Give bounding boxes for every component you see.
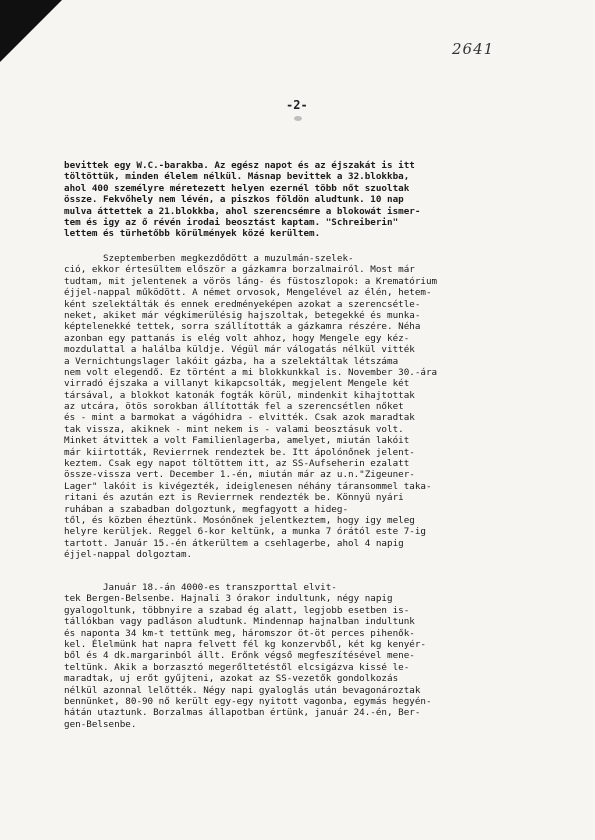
text-line: bevittek egy W.C.-barakba. Az egész napot és az éjszakát is itt (64, 160, 415, 171)
handwritten-archive-number: 2641 (452, 40, 495, 58)
text-line: hátán utaztunk. Borzalmas állapotban értünk, január 24.-én, Ber- (64, 707, 421, 719)
text-line: neket, akiket már végkimerülésig hajszoltak, betegekké és munka- (64, 309, 421, 321)
text-line: össze-vissza vert. December 1.-én, miután már az u.n."Zigeuner- (64, 469, 415, 481)
text-line: az utcára, ötös sorokban állították fel a szerencsétlen nőket (64, 401, 404, 413)
text-line: Lager" lakóit is kivégezték, ideiglenesen néhány táransommel taka- (64, 480, 432, 492)
paragraph-1 (64, 160, 534, 240)
text-line: mulva áttettek a 21.blokkba, ahol szerencsémre a blokowát ismer- (64, 205, 421, 217)
text-line: össze. Fekvőhely nem lévén, a piszkos földön aludtunk. 10 nap (64, 194, 404, 206)
text-line: lettem és türhetőbb körülmények közé kerültem. (64, 228, 321, 240)
text-line: bennünket, 80-90 nő került egy-egy nyitott vagonba, egymás hegyén- (64, 695, 432, 707)
text-line: tek Bergen-Belsenbe. Hajnali 3 órakor indultunk, négy napig (64, 593, 393, 605)
text-line: töltöttük, minden élelem nélkül. Másnap bevittek a 32.blokkba, (64, 171, 410, 183)
text-line: tállókban vagy padláson aludtunk. Mindennap hajnalban indultunk (64, 616, 415, 628)
text-line: ként szelektálták és ennek eredményeképen azokat a szerencsétle- (64, 298, 421, 310)
text-line: maradtak, uj erőt gyűjteni, azokat az SS-vezetők gondolkozás (64, 673, 399, 685)
text-line: teltünk. Akik a borzasztó megerőltetéstől elcsigázva kissé le- (64, 661, 410, 673)
text-line: már kiirtották, Revierrnek rendeztek be. Itt ápolónőnek jelent- (64, 446, 415, 458)
text-line: tartott. Január 15.-én átkerültem a csehlagerbe, ahol 4 napig (64, 537, 404, 549)
text-line: kel. Élelmünk hat napra felvett fél kg konzervből, két kg kenyér- (64, 638, 426, 650)
text-line: gyalogoltunk, többnyire a szabad ég alatt, legjobb esetben is- (64, 604, 410, 616)
text-line: a Vernichtungslager lakóit gázba, ha a szelektáltak létszáma (64, 355, 399, 367)
text-line: mozdulattal a halálba küldje. Végül már válogatás nélkül vitték (64, 344, 415, 356)
paragraph-2 (64, 253, 534, 561)
text-line: virradó éjszaka a villanyt kikapcsolták, megjelent Mengele két (64, 378, 410, 390)
text-line: ahol 400 személyre méretezett helyen ezernél több nőt szuoltak (64, 182, 410, 194)
text-line: Január 18.-án 4000-es transzporttal elvit- (64, 582, 337, 593)
text-line: társával, a blokkot katonák fogták körül, mindenkit kihajtottak (64, 389, 415, 401)
text-line: helyre kerüljek. Reggel 6-kor keltünk, a munka 7 órától este 7-ig (64, 526, 426, 538)
text-line: azonban egy pattanás is elég volt ahhoz, hogy Mengele egy kéz- (64, 332, 410, 344)
text-line: tudtam, mit jelentenek a vörös láng- és füstoszlopok: a Krematórium (64, 275, 438, 287)
text-line: ritani és azután ezt is Revierrnek rendezték be. Könnyü nyári (64, 492, 404, 504)
text-line: keztem. Csak egy napot töltöttem itt, az SS-Aufseherin ezalatt (64, 458, 410, 470)
text-line: és - mint a barmokat a vágóhidra - elvitték. Csak azok maradtak (64, 412, 415, 424)
text-line: ruhában a szabadban dolgoztunk, megfagyott a hideg- (64, 503, 349, 515)
text-line: éjjel-nappal dolgoztam. (64, 549, 193, 561)
scan-corner-shadow (0, 0, 62, 62)
text-line: tem és igy az ő révén irodai beosztást kaptam. "Schreiberin" (64, 216, 399, 228)
text-line: ből és 4 dk.margarinból állt. Erőnk végső megfeszítésével mene- (64, 650, 415, 662)
text-line: gen-Belsenbe. (64, 718, 137, 730)
text-line: és naponta 34 km-t tettünk meg, háromszor öt-öt perces pihenők- (64, 627, 415, 639)
text-line: Szeptemberben megkezdődött a muzulmán-szelek- (64, 253, 354, 264)
text-line: nem volt elegendő. Ez történt a mi blokkunkkal is. November 30.-ára (64, 366, 438, 378)
text-line: képtelenekké tettek, sorra szállították a gázkamra részére. Néha (64, 321, 421, 333)
paragraph-3 (64, 582, 534, 730)
text-line: nélkül azonnal lelőtték. Négy napi gyaloglás után bevagonároztak (64, 684, 421, 696)
ink-smudge (294, 116, 302, 121)
page-number: -2- (286, 98, 308, 112)
text-line: ció, ekkor értesültem először a gázkamra borzalmairól. Most már (64, 264, 415, 276)
text-line: Minket átvittek a volt Familienlagerba, amelyet, miután lakóit (64, 435, 410, 447)
text-line: éjjel-nappal működött. A német orvosok, Mengelével az élén, hetem- (64, 287, 432, 299)
text-line: től, és közben éheztünk. Mosónőnek jelentkeztem, hogy igy meleg (64, 514, 415, 526)
text-line: tak vissza, akiknek - mint nekem is - valami beosztásuk volt. (64, 423, 404, 435)
